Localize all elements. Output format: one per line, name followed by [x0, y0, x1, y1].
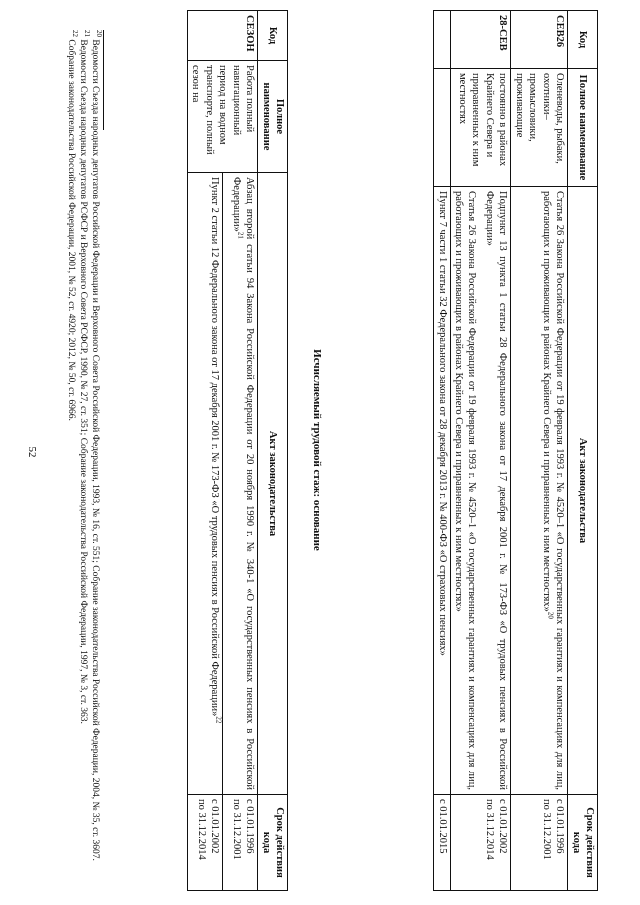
table-row	[434, 11, 450, 891]
header-legislation-act: Акт законодательства	[568, 187, 598, 795]
legislation-act-cell	[187, 173, 222, 795]
act-text: Статья 26 Закона Российской Федерации от 19 февраля 1993 г. № 4520–1 «О государственных гарантиях и компенсациях для лиц, работающих и проживающих в районах Крайнего Севера и приравненных к ним местностях»	[453, 191, 478, 790]
header-code: Код	[568, 11, 598, 69]
footnotes	[64, 30, 104, 880]
codes-table-seasonal	[187, 10, 288, 891]
act-text: Подпункт 13 пункта 1 статьи 28 Федерального закона от 17 декабря 2001 г. № 173-ФЗ «О трудовых пенсиях в Российской Федерации»	[483, 191, 509, 790]
validity-cell	[511, 795, 568, 891]
footnote-text: Собрание законодательства Российской Федерации, 2001, № 52, ст. 4920; 2012, № 50, ст. 6966.	[66, 39, 77, 421]
validity-cell	[187, 795, 222, 891]
footnote-text: Ведомости Съезда народных депутатов РСФСР и Верховного Совета РСФСР, 1990, № 27, ст. 351; Собрание законодательства Российской Федерации, 1997, № 3, ст. 363.	[78, 39, 89, 724]
footnote	[76, 30, 92, 880]
legislation-act-cell: Пункт 7 части 1 статьи 32 Федерального закона от 28 декабря 2013 г. № 400-ФЗ «О страховых пенсиях»	[434, 187, 450, 795]
codes-table-north	[433, 10, 598, 891]
header-code-validity: Срок действия кода	[258, 795, 288, 891]
act-text: Абзац второй статьи 94 Закона Российской Федерации от 20 ноября 1990 г. № 340-1 «О государственных пенсиях в Российской Федерации»	[230, 177, 256, 790]
footnote	[88, 30, 104, 880]
validity-to: по 31.12.2001	[540, 799, 552, 860]
footnote-number: 22	[71, 30, 80, 37]
validity-from: с 01.01.1996	[554, 799, 566, 854]
validity-to: по 31.12.2014	[195, 799, 207, 860]
header-legislation-act: Акт законодательства	[258, 173, 288, 795]
footnote-ref: 21	[236, 231, 245, 239]
legislation-act-cell	[450, 187, 511, 795]
validity-from: с 01.01.2002	[497, 799, 509, 854]
legislation-act-cell	[223, 173, 258, 795]
section-title: Исчисляемый трудовой стаж: основание	[311, 349, 323, 551]
full-name-cell: постоянно в районах Крайнего Севера и приравненных к ним местностях	[450, 69, 511, 187]
code-cell	[434, 11, 450, 69]
full-name-cell: Работа полный навигационный период на водном транспорте, полный сезон на	[187, 61, 257, 173]
validity-to: по 31.12.2014	[483, 799, 495, 860]
validity-from: с 01.01.1996	[244, 799, 256, 854]
validity-cell	[450, 795, 511, 891]
validity-to: по 31.12.2001	[230, 799, 242, 860]
table-row	[450, 11, 511, 891]
validity-from: с 01.01.2002	[209, 799, 221, 854]
page-number: 52	[26, 446, 38, 458]
table-header-row	[568, 11, 598, 891]
table-header-row	[258, 11, 288, 891]
code-cell: СЕВ26	[511, 11, 568, 69]
footnote-number: 20	[95, 30, 104, 37]
validity-cell	[223, 795, 258, 891]
footnote-ref: 20	[546, 611, 555, 619]
code-cell: СЕЗОН	[187, 11, 257, 61]
act-text: Статья 26 Закона Российской Федерации от 19 февраля 1993 г. № 4520–1 «О государственных гарантиях и компенсациях для лиц, работающих и проживающих в районах Крайнего Севера и приравненных к ним местностях»	[540, 191, 566, 790]
validity-cell: с 01.01.2015	[434, 795, 450, 891]
header-full-name: Полное наименование	[258, 61, 288, 173]
code-cell: 28-СЕВ	[450, 11, 511, 69]
table-row	[223, 11, 258, 891]
footnote-number: 21	[83, 30, 92, 37]
full-name-cell: Оленеводы, рыбаки, охотники–промысловики, проживающие	[511, 69, 568, 187]
footnote	[64, 30, 80, 880]
header-full-name: Полное наименование	[568, 69, 598, 187]
footnote-divider	[103, 30, 104, 130]
header-code: Код	[258, 11, 288, 61]
legislation-act-cell	[511, 187, 568, 795]
table-row	[511, 11, 568, 891]
header-code-validity: Срок действия кода	[568, 795, 598, 891]
full-name-cell	[434, 69, 450, 187]
footnote-text: Ведомости Съезда народных депутатов Российской Федерации и Верховного Совета Российской Федерации, 1993, № 16, ст. 551; Собрание законодательства Российской Федерации, 2004, № 35, ст. 3607.	[90, 39, 100, 861]
act-text: Пункт 2 статьи 12 Федерального закона от 17 декабря 2001 г. № 173-ФЗ «О трудовых пенсиях в Российской Федерации»	[209, 177, 221, 717]
footnote-ref: 22	[214, 716, 223, 724]
